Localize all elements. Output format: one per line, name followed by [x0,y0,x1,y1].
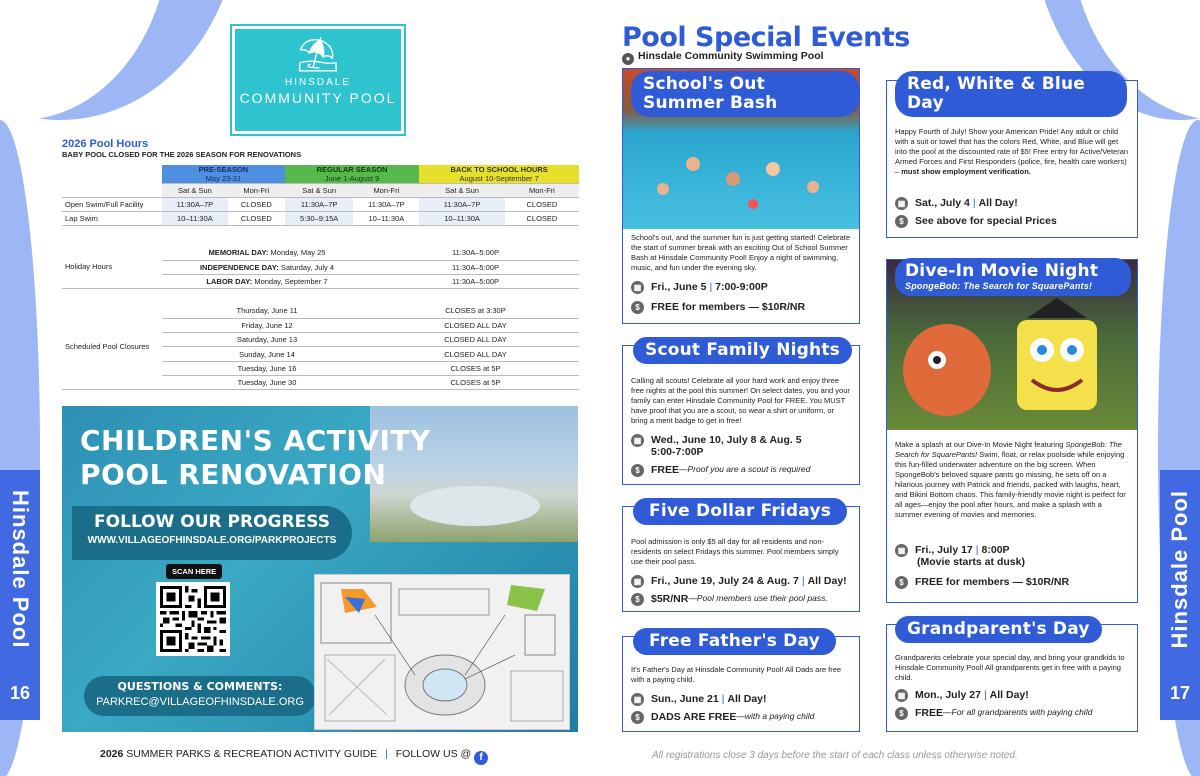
event-price-line: $ FREE —For all grandparents with paying child [895,707,1133,720]
holiday-table [62,246,579,289]
event-description: School's out, and the summer fun is just getting started! Celebrate the start of summer break with an exciting Out of School Summer Bash at Hinsdale Community Pool! Enjoy a night of swimming, music, and fun under the evening sky. [631,233,851,272]
registration-note: All registrations close 3 days before the start of each class unless otherwise noted. [652,750,1018,761]
event-description: Grandparents celebrate your special day, and bring your grandkids to Hinsdale Community Pool! All grandparents get in free with a paying child. [895,653,1125,682]
logo-line2: COMMUNITY POOL [239,90,397,106]
site-plan-icon [315,575,571,731]
event-price-line: $ FREE —Proof you are a scout is required [631,464,855,477]
table-row: LABOR DAY: Monday, September 7 11:30A–5:00P [62,274,579,288]
season-bts: BACK TO SCHOOL HOURS August 10-September 7 [419,165,579,184]
event-card-scout [622,340,860,485]
hours-table [62,165,579,226]
calendar-icon: ▦ [631,281,644,294]
location-pin-icon: ● [622,53,634,65]
calendar-icon: ▦ [631,575,644,588]
tab-title: Hinsdale Pool [8,490,33,649]
hours-note: BABY POOL CLOSED FOR THE 2026 SEASON FOR RENOVATIONS [62,150,302,159]
dollar-icon: $ [895,576,908,589]
questions-box [84,676,316,716]
dollar-icon: $ [631,464,644,477]
follow-label: FOLLOW OUR PROGRESS [94,512,330,532]
calendar-icon: ▦ [895,544,908,557]
table-row: INDEPENDENCE DAY: Saturday, July 4 11:30A–5:00P [62,260,579,274]
table-row: Holiday Hours MEMORIAL DAY: Monday, May 25 11:30A–5:00P [62,246,579,260]
calendar-icon: ▦ [895,197,908,210]
table-row: Scheduled Pool Closures Thursday, June 11 CLOSES at 3:30P [62,304,579,318]
contact-email[interactable]: PARKREC@VILLAGEOFHINSDALE.ORG [96,696,304,708]
hours-title: 2026 Pool Hours [62,138,149,150]
table-row: Open Swim/Full Facility 11:30A–7P CLOSED 11:30A–7P 11:30A–7P 11:30A–7P CLOSED [62,198,579,212]
dollar-icon: $ [895,215,908,228]
right-page [600,0,1200,776]
tab-title: Hinsdale Pool [1167,490,1192,649]
page-tab-right [1160,470,1200,720]
qr-code-icon [160,586,226,652]
project-url[interactable]: WWW.VILLAGEOFHINSDALE.ORG/PARKPROJECTS [87,535,337,546]
event-description: It's Father's Day at Hinsdale Community Pool! All Dads are free with a paying child. [631,665,842,684]
dollar-icon: $ [631,301,644,314]
follow-banner[interactable] [72,506,352,560]
event-date-line: ▦ Fri., July 17 | 8:00P (Movie starts at dusk) [895,544,1133,568]
renovation-title: CHILDREN'S ACTIVITY POOL RENOVATION [80,424,431,491]
event-description: Pool admission is only $5 all day for all residents and non-residents on select Fridays this summer. Pool members simply use their pool pass. [631,537,839,566]
table-row: Sunday, June 14 CLOSED ALL DAY [62,347,579,361]
event-description: Calling all scouts! Celebrate all your hard work and enjoy three free nights at the pool this summer! On select dates, you and your family can enter Hinsdale Community Pool for FREE. You MUST have proof that you are a scout, so wear a shirt or uniform, or bring a merit badge to get in free! [631,376,850,425]
event-title: Red, White & Blue Day [895,71,1127,117]
facebook-icon[interactable]: f [474,751,488,765]
page-number: 17 [1169,683,1191,703]
splash-pad-shape [410,486,540,526]
event-date-line: ▦ Sun., June 21 | All Day! [631,693,855,706]
event-card-schools-out [622,68,860,324]
event-date-line: ▦ Sat., July 4 | All Day! [895,197,1133,210]
lifeguard-chair-icon: ⛱ [296,36,340,74]
event-card-grand [886,619,1138,732]
event-price-line: $ $5R/NR —Pool members use their pool pass. [631,593,855,606]
event-title: Free Father's Day [633,628,836,655]
page-title: Pool Special Events [622,22,910,53]
scan-label: SCAN HERE [166,564,222,579]
calendar-icon: ▦ [631,434,644,447]
event-title: School's Out Summer Bash [631,71,859,117]
table-row: Lap Swim 10–11:30A CLOSED 5:30–9:15A 10–11:30A 10–11:30A CLOSED [62,212,579,226]
dollar-icon: $ [631,593,644,606]
event-card-five-dollar [622,501,860,612]
event-title: Dive-In Movie Night SpongeBob: The Search for SquarePants! [895,258,1131,296]
page-number: 16 [9,683,31,703]
event-price-line: $ FREE for members — $10R/NR [895,576,1133,589]
event-date-line: ▦ Fri., June 19, July 24 & Aug. 7 | All Day! [631,575,855,588]
event-card-rwb [886,74,1138,238]
site-plan-drawing [314,574,570,730]
dollar-icon: $ [895,707,908,720]
footer-left: 2026 SUMMER PARKS & RECREATION ACTIVITY GUIDE | FOLLOW US @ f [100,748,488,765]
table-row: Saturday, June 13 CLOSED ALL DAY [62,333,579,347]
table-row: Friday, June 12 CLOSED ALL DAY [62,318,579,332]
event-title: Grandparent's Day [895,616,1102,643]
renovation-panel [62,406,578,732]
pool-logo [232,26,404,134]
event-price-line: $ DADS ARE FREE —with a paying child [631,711,855,724]
event-description: Make a splash at our Dive-In Movie Night featuring SpongeBob: The Search for SquarePants! Swim, float, or relax poolside while enjoying this fun-filled underwater adventure on the big screen. When SpongeBob's beloved square pants go missing, he sets off on a hilarious journey with Patrick and friends, packed with laughs, heart, and Bikini Bottom chaos. This family-friendly movie night is perfect for all ages—enjoy the pool after hours, and make a splash with a summer evening of movies and memories. [895,440,1126,519]
calendar-icon: ▦ [895,689,908,702]
table-row: Tuesday, June 30 CLOSES at 5P [62,375,579,389]
calendar-icon: ▦ [631,693,644,706]
season-regular: REGULAR SEASON June 1-August 9 [285,165,419,184]
event-description: Happy Fourth of July! Show your American Pride! Any adult or child with a suit or towel that has the colors Red, White, and Blue will get into the pool at the discounted rate of $5! Free entry for Active/Veteran Armed Forces and First Responders (police, fire, health care workers) – must show employment verification. [895,127,1129,176]
event-price-line: $ FREE for members — $10R/NR [631,301,855,314]
qr-code[interactable] [156,582,230,656]
table-row: Tuesday, June 16 CLOSES at 5P [62,361,579,375]
event-date-line: ▦ Mon., July 27 | All Day! [895,689,1133,702]
questions-label: QUESTIONS & COMMENTS: [117,680,283,693]
event-title: Scout Family Nights [633,337,852,364]
page-subtitle: ● Hinsdale Community Swimming Pool [622,50,824,65]
logo-line1: HINSDALE [284,77,351,88]
season-pre: PRE-SEASON May 23-31 [162,165,285,184]
page-tab-left [0,470,40,720]
event-date-line: ▦ Fri., June 5 | 7:00-9:00P [631,281,855,294]
event-date-line: ▦ Wed., June 10, July 8 & Aug. 5 5:00-7:00P [631,434,855,458]
event-card-father [622,631,860,732]
day-header-row: Sat & Sun Mon-Fri Sat & Sun Mon-Fri Sat & Sun Mon-Fri [62,184,579,198]
event-card-movie [886,259,1138,603]
event-price-line: $ See above for special Prices [895,215,1133,228]
closures-table [62,304,579,390]
season-header-row [62,165,579,184]
dollar-icon: $ [631,711,644,724]
event-title: Five Dollar Fridays [633,498,847,525]
